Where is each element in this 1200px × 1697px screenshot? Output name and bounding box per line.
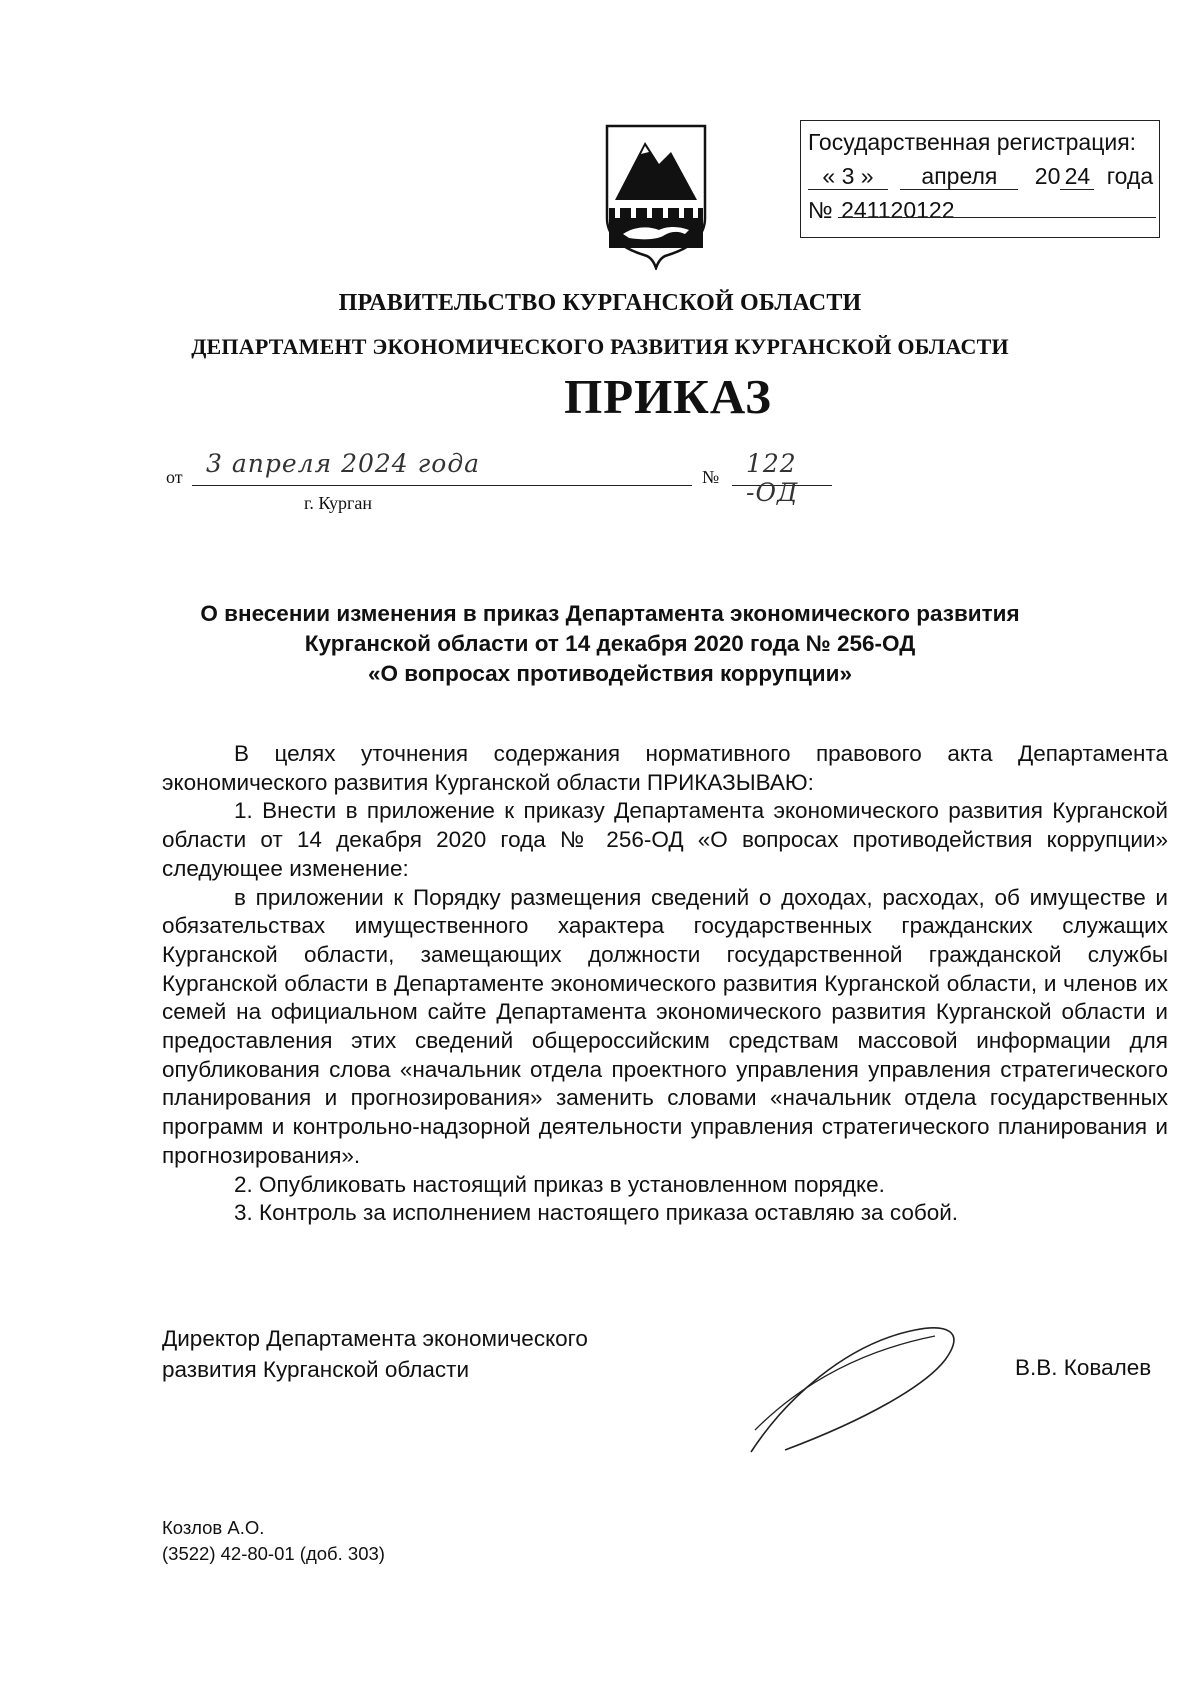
- order-number-field: [732, 449, 832, 507]
- body-item-3: 3. Контроль за исполнением настоящего приказа оставляю за собой.: [234, 1200, 959, 1226]
- order-body: [162, 740, 1168, 1228]
- signer-position-line-1: Директор Департамента экономического: [162, 1326, 588, 1351]
- subject-line-2: Курганской области от 14 декабря 2020 года № 256-ОД: [304, 631, 916, 656]
- order-date-field: [192, 449, 692, 486]
- registration-day-close: »: [860, 163, 874, 189]
- registration-number-sign: №: [808, 197, 833, 223]
- registration-day: 3: [841, 163, 855, 189]
- order-number-handwritten: 122 -ОД: [746, 449, 799, 507]
- order-from-label: от: [166, 467, 183, 487]
- registration-year-suffix: 24: [1060, 163, 1094, 190]
- executor-phone: (3522) 42-80-01 (доб. 303): [162, 1543, 385, 1564]
- executor-contact: [162, 1515, 385, 1567]
- body-intro: В целях уточнения содержания нормативного правового акта Департамента экономического развития Курганской области ПРИКАЗЫВАЮ:: [162, 741, 1168, 795]
- registration-month: апреля: [900, 163, 1018, 190]
- signer-position-line-2: развития Курганской области: [162, 1357, 470, 1382]
- registration-date: [808, 159, 1159, 193]
- signer-position: [162, 1323, 588, 1385]
- registration-day-open: «: [822, 163, 836, 189]
- registration-number: 241120122: [841, 197, 955, 223]
- body-item-2: 2. Опубликовать настоящий приказ в установленном порядке.: [234, 1171, 885, 1197]
- order-date-handwritten: 3 апреля 2024 года: [206, 449, 481, 478]
- registration-day-field: [808, 163, 888, 190]
- department-name: ДЕПАРТАМЕНТ ЭКОНОМИЧЕСКОГО РАЗВИТИЯ КУРГАНСКОЙ ОБЛАСТИ: [191, 334, 1009, 359]
- registration-number-line: [808, 193, 1159, 227]
- registration-heading: Государственная регистрация:: [808, 129, 1137, 155]
- government-name: ПРАВИТЕЛЬСТВО КУРГАНСКОЙ ОБЛАСТИ: [338, 290, 862, 316]
- subject-line-3: «О вопросах противодействия коррупции»: [368, 661, 852, 686]
- coat-of-arms-icon: [601, 122, 711, 270]
- registration-number-underline: [838, 217, 1156, 218]
- executor-name: Козлов А.О.: [162, 1517, 265, 1538]
- registration-year-word: года: [1106, 163, 1154, 189]
- body-item-1: 1. Внести в приложение к приказу Департамента экономического развития Курганской области от 14 декабря 2020 года № 256-ОД «О вопросах противодействия коррупции» следующее изменение:: [162, 798, 1168, 881]
- registration-year-prefix: 20: [1034, 163, 1061, 189]
- signer-name: В.В. Ковалев: [1015, 1355, 1152, 1380]
- order-details: [166, 449, 799, 515]
- order-subject: [150, 599, 1070, 689]
- order-city: г. Курган: [304, 493, 373, 513]
- handwritten-signature: [745, 1320, 975, 1460]
- subject-line-1: О внесении изменения в приказ Департамента экономического развития: [200, 601, 1020, 626]
- registration-stamp: [800, 120, 1160, 238]
- body-item-1-detail: в приложении к Порядку размещения сведений о доходах, расходах, об имуществе и обязательствах имущественного характера государственных гражданских служащих Курганской области, замещающих должности государственной гражданской службы Курганской области в Департаменте экономического развития Курганской области, и членов их семей на официальном сайте Департамента экономического развития Курганской области и предоставления этих сведений общероссийским средствам массовой информации для опубликования слова «начальник отдела проектного управления управления стратегического планирования и прогнозирования» заменить словами «начальник отдела государственных программ и контрольно-надзорной деятельности управления стратегического планирования и прогнозирования».: [162, 884, 1168, 1168]
- document-title: ПРИКАЗ: [564, 369, 772, 424]
- order-number-label: №: [702, 467, 720, 487]
